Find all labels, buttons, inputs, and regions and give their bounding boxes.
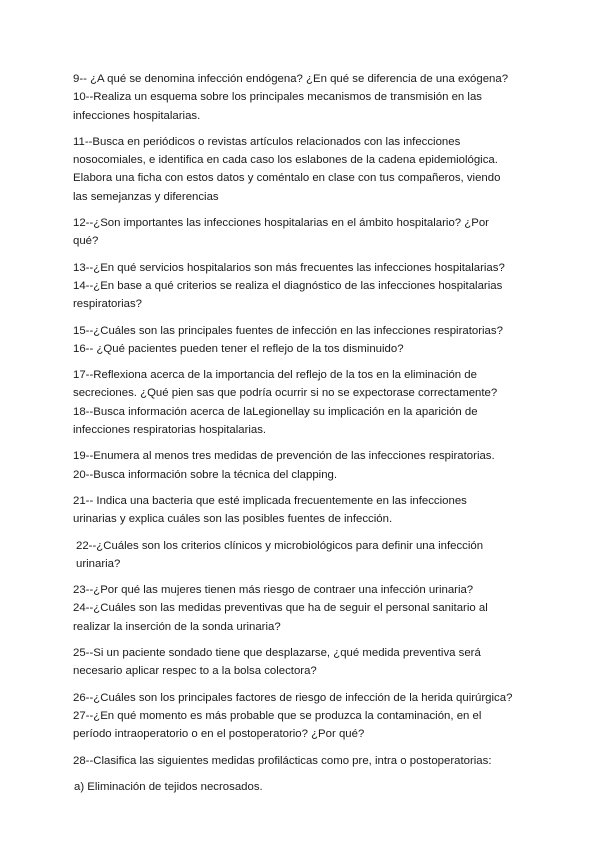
question-24-cont: realizar la inserción de la sonda urinaria? [73,620,281,633]
paragraph-21 [73,492,543,529]
paragraph-17-18 [73,366,543,439]
question-9: 9-- ¿A qué se denomina infección endógena? ¿En qué se diferencia de una exógena? [73,73,509,85]
question-15: 15--¿Cuáles son las principales fuentes de infección en las infecciones respiratorias? [73,324,503,337]
question-10: 10--Realiza un esquema sobre los principales mecanismos de transmisión en las [73,91,482,104]
question-18: 18--Busca información acerca de laLegionellay su implicación en la aparición de [73,405,478,418]
question-27-cont: período intraoperatorio o en el postoperatorio? ¿Por qué? [73,728,365,741]
paragraph-28-item-a [73,778,543,796]
question-22-cont: urinaria? [76,557,121,570]
question-11-cont-1: nosocomiales, e identifica en cada caso los eslabones de la cadena epidemiológica. [73,154,498,167]
question-16: 16-- ¿Qué pacientes pueden tener el reflejo de la tos disminuido? [73,342,404,355]
list-item-a: a) Eliminación de tejidos necrosados. [74,780,263,793]
question-25: 25--Si un paciente sondado tiene que desplazarse, ¿qué medida preventiva será [73,647,481,660]
question-21: 21-- Indica una bacteria que esté implicada frecuentemente en las infecciones [73,494,467,507]
paragraph-25 [73,644,543,681]
question-20: 20--Busca información sobre la técnica del clapping. [73,468,338,481]
question-12: 12--¿Son importantes las infecciones hospitalarias en el ámbito hospitalario? ¿Por [73,217,489,230]
paragraph-22 [73,537,543,574]
question-24: 24--¿Cuáles son las medidas preventivas que ha de seguir el personal sanitario al [73,602,488,615]
question-14: 14--¿En base a qué criterios se realiza el diagnóstico de las infecciones hospitalarias [73,279,503,292]
question-13: 13--¿En qué servicios hospitalarios son más frecuentes las infecciones hospitalarias? [73,261,505,274]
question-17: 17--Reflexiona acerca de la importancia del reflejo de la tos en la eliminación de [73,369,477,382]
paragraph-23-24 [73,581,543,636]
question-19: 19--Enumera al menos tres medidas de prevención de las infecciones respiratorias. [73,450,495,463]
paragraph-15-16 [73,322,543,359]
question-11-cont-2: Elabora una ficha con estos datos y coméntalo en clase con tus compañeros, viendo [73,172,501,185]
question-28: 28--Clasifica las siguientes medidas profilácticas como pre, intra o postoperatorias: [73,754,492,767]
question-11-cont-3: las semejanzas y diferencias [73,190,219,203]
question-11: 11--Busca en periódicos o revistas artículos relacionados con las infecciones [73,135,461,148]
question-26: 26--¿Cuáles son los principales factores de riesgo de infección de la herida quirúrgica? [73,691,513,704]
paragraph-19-20 [73,447,543,484]
question-17-cont: secreciones. ¿Qué pien sas que podría ocurrir si no se expectorase correctamente? [73,387,498,400]
question-22: 22--¿Cuáles son los criterios clínicos y microbiológicos para definir una infección [76,539,484,552]
question-25-cont: necesario aplicar respec to a la bolsa colectora? [73,665,317,678]
question-14-cont: respiratorias? [73,298,143,311]
document-page [73,70,543,804]
paragraph-11 [73,133,543,206]
question-10-cont: infecciones hospitalarias. [73,109,201,122]
paragraph-26-27 [73,689,543,744]
paragraph-13-14 [73,259,543,314]
paragraph-9-10 [73,70,543,125]
question-21-cont: urinarias y explica cuáles son las posibles fuentes de infección. [73,513,393,526]
question-18-cont: infecciones respiratorias hospitalarias. [73,424,267,437]
question-27: 27--¿En qué momento es más probable que se produzca la contaminación, en el [73,709,482,722]
paragraph-12 [73,214,543,251]
question-12-cont: qué? [73,235,99,248]
question-23: 23--¿Por qué las mujeres tienen más riesgo de contraer una infección urinaria? [73,584,474,597]
paragraph-28 [73,752,543,770]
